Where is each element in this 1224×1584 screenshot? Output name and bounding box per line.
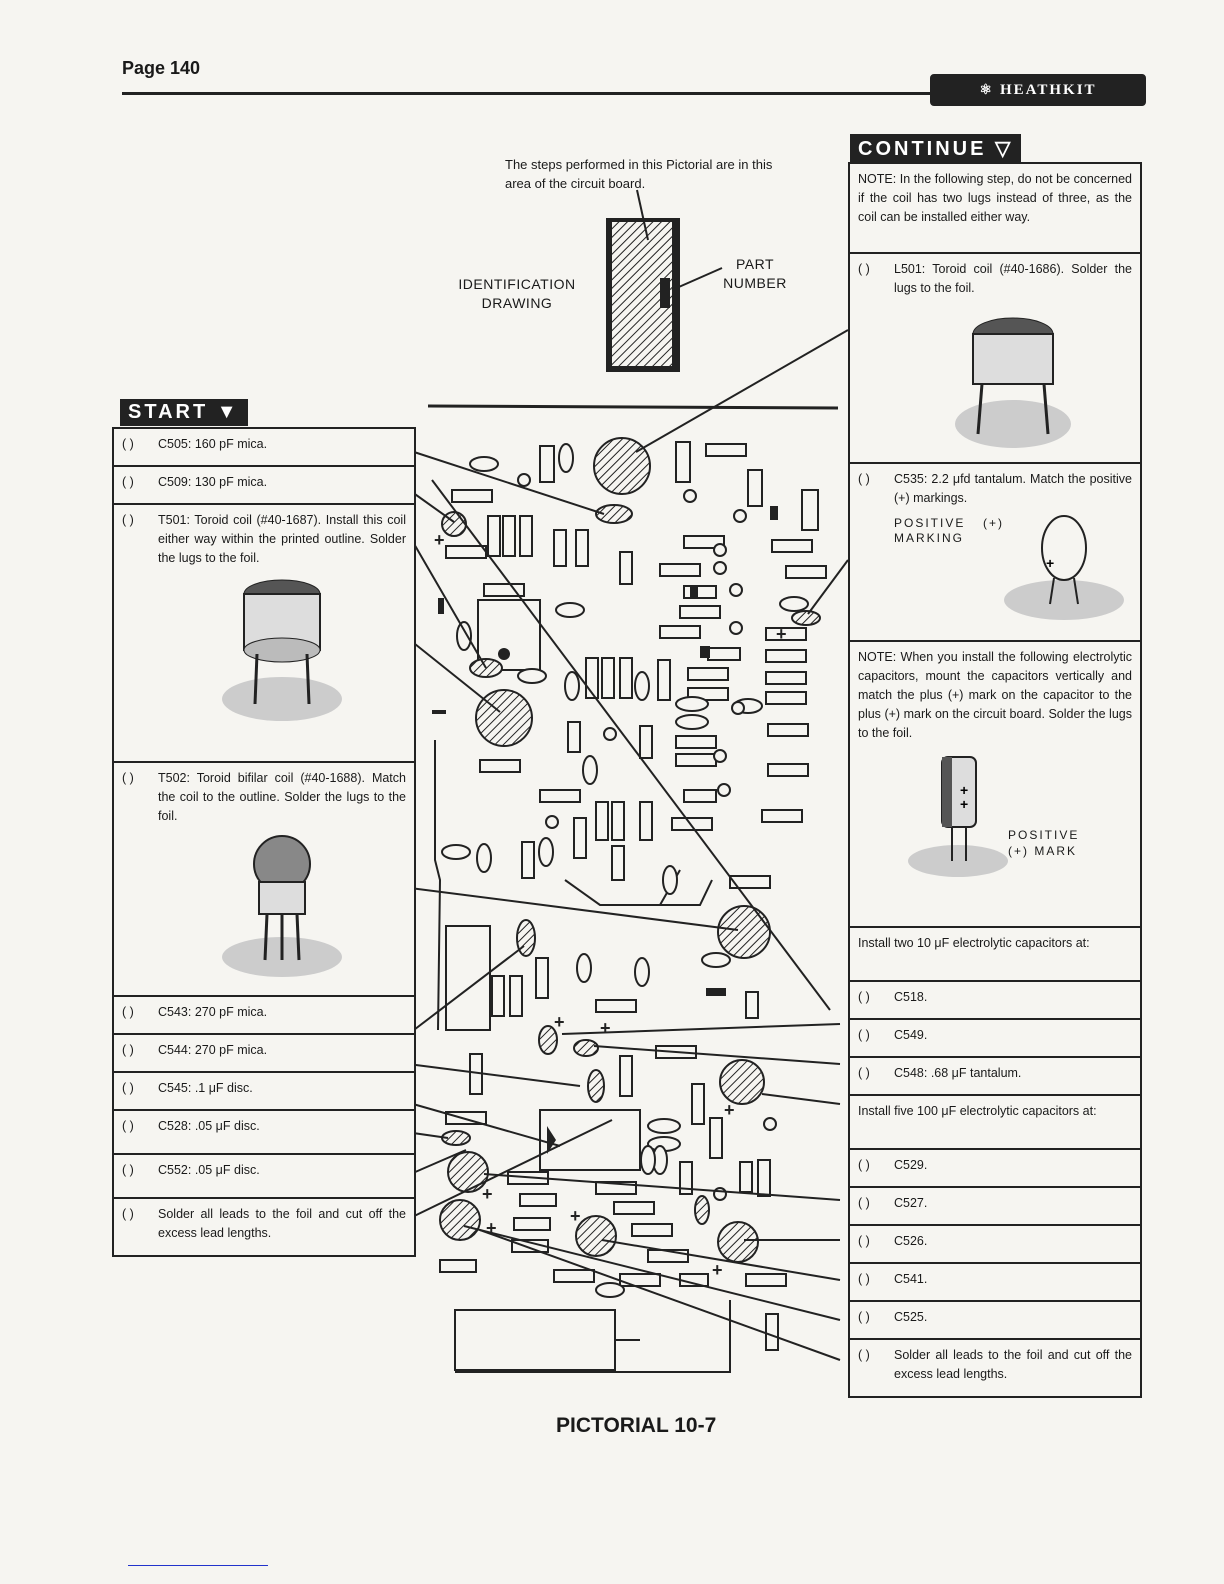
checkbox[interactable]: ( )	[858, 990, 870, 1004]
svg-text:+: +	[554, 1012, 565, 1032]
l501-coil-illustration	[948, 304, 1078, 454]
svg-text:+: +	[960, 796, 969, 812]
checkbox[interactable]: ( )	[858, 1234, 870, 1248]
step-solder-left: ( ) Solder all leads to the foil and cut off the excess lead lengths.	[122, 1207, 406, 1240]
checkbox[interactable]: ( )	[122, 1043, 134, 1057]
intro-10uf: Install two 10 μF electrolytic capacitors at:	[850, 928, 1140, 982]
svg-text:+: +	[570, 1206, 581, 1226]
step-solder-right: ( ) Solder all leads to the foil and cut off the excess lead lengths.	[858, 1348, 1132, 1381]
step-c529: ( ) C529.	[850, 1150, 1140, 1188]
step-c526: ( ) C526.	[850, 1226, 1140, 1264]
checkbox[interactable]: ( )	[858, 1310, 870, 1324]
checkbox[interactable]: ( )	[122, 1207, 134, 1221]
step-c535: ( ) C535: 2.2 μfd tantalum. Match the positive (+) markings. POSITIVE (+) MARKING +	[850, 464, 1140, 642]
step-t502: ( ) T502: Toroid bifilar coil (#40-1688). Match the coil to the outline. Solder the lugs to the foil.	[114, 763, 414, 997]
note-coil-lugs: NOTE: In the following step, do not be concerned if the coil has two lugs instead of three, as the coil can be installed either way.	[850, 164, 1140, 254]
checkbox[interactable]: ( )	[858, 1028, 870, 1042]
bifilar-coil-illustration	[207, 832, 357, 982]
positive-mark-label: POSITIVE (+) MARK	[1008, 828, 1080, 858]
checkbox[interactable]: ( )	[122, 1081, 134, 1095]
identification-board-icon	[606, 190, 722, 372]
step-t501: ( ) T501: Toroid coil (#40-1687). Install this coil either way within the printed outline. Solder the lugs to the foil.	[114, 505, 414, 763]
checkbox[interactable]: ( )	[122, 513, 134, 527]
svg-text:+: +	[724, 1100, 735, 1120]
step-c525: ( ) C525.	[850, 1302, 1140, 1340]
down-arrow-icon: ▽	[986, 138, 1014, 160]
checkbox[interactable]: ( )	[122, 437, 134, 451]
continue-banner: CONTINUE ▽	[850, 134, 1021, 163]
step-c545: ( ) C545: .1 μF disc.	[114, 1073, 414, 1111]
step-c509: ( ) C509: 130 pF mica.	[114, 467, 414, 505]
note-electrolytic: NOTE: When you install the following electrolytic capacitors, mount the capacitors vertically and match the plus (+) mark on the capacitor to the plus (+) mark on the circuit board. Solder the lugs to the foil. + + POSITIVE (+) MARK	[850, 642, 1140, 928]
identification-drawing-label: IDENTIFICATION DRAWING	[458, 276, 576, 311]
svg-text:+: +	[960, 782, 969, 798]
step-c541: ( ) C541.	[850, 1264, 1140, 1302]
svg-text:+: +	[434, 530, 445, 550]
logo-text: HEATHKIT	[999, 81, 1097, 98]
area-note: The steps performed in this Pictorial are in this area of the circuit board.	[505, 157, 773, 191]
svg-text:+: +	[776, 624, 787, 644]
tantalum-capacitor-illustration	[984, 508, 1134, 628]
step-c548: ( ) C548: .68 μF tantalum.	[850, 1058, 1140, 1096]
checkbox[interactable]: ( )	[122, 1005, 134, 1019]
right-steps-panel	[848, 162, 1142, 1398]
pictorial-caption: PICTORIAL 10-7	[556, 1414, 717, 1437]
step-c505: ( ) C505: 160 pF mica.	[114, 429, 414, 467]
electrolytic-capacitor-illustration	[898, 743, 1038, 883]
area-boundary-line	[428, 406, 838, 408]
checkbox[interactable]: ( )	[858, 1196, 870, 1210]
checkbox[interactable]: ( )	[122, 771, 134, 785]
atom-icon: ⚛	[979, 82, 994, 98]
part-number-label: PART NUMBER	[723, 256, 787, 291]
step-c549: ( ) C549.	[850, 1020, 1140, 1058]
step-c527: ( ) C527.	[850, 1188, 1140, 1226]
checkbox[interactable]: ( )	[858, 262, 870, 276]
checkbox[interactable]: ( )	[858, 1348, 870, 1362]
down-arrow-icon: ▼	[208, 401, 240, 423]
svg-text:+: +	[486, 1218, 497, 1238]
checkbox[interactable]: ( )	[122, 475, 134, 489]
step-c528: ( ) C528: .05 μF disc.	[114, 1111, 414, 1155]
checkbox[interactable]: ( )	[858, 1158, 870, 1172]
checkbox[interactable]: ( )	[858, 472, 870, 486]
intro-100uf: Install five 100 μF electrolytic capacitors at:	[850, 1096, 1140, 1150]
checkbox[interactable]: ( )	[858, 1272, 870, 1286]
toroid-coil-illustration	[207, 574, 357, 724]
step-l501: ( ) L501: Toroid coil (#40-1686). Solder the lugs to the foil.	[850, 254, 1140, 464]
footer-underline	[128, 1565, 268, 1566]
checkbox[interactable]: ( )	[858, 1066, 870, 1080]
step-c552: ( ) C552: .05 μF disc.	[114, 1155, 414, 1199]
step-c543: ( ) C543: 270 pF mica.	[114, 997, 414, 1035]
svg-text:+: +	[712, 1260, 723, 1280]
start-banner: START ▼	[120, 399, 248, 426]
step-c544: ( ) C544: 270 pF mica.	[114, 1035, 414, 1073]
svg-text:+: +	[1046, 555, 1055, 571]
svg-text:+: +	[600, 1018, 611, 1038]
checkbox[interactable]: ( )	[122, 1163, 134, 1177]
checkbox[interactable]: ( )	[122, 1119, 134, 1133]
step-c518: ( ) C518.	[850, 982, 1140, 1020]
svg-text:+: +	[482, 1184, 493, 1204]
left-steps-panel	[112, 427, 416, 1257]
positive-marking-label: POSITIVE (+) MARKING	[894, 516, 1004, 545]
page-number: Page 140	[122, 58, 201, 78]
